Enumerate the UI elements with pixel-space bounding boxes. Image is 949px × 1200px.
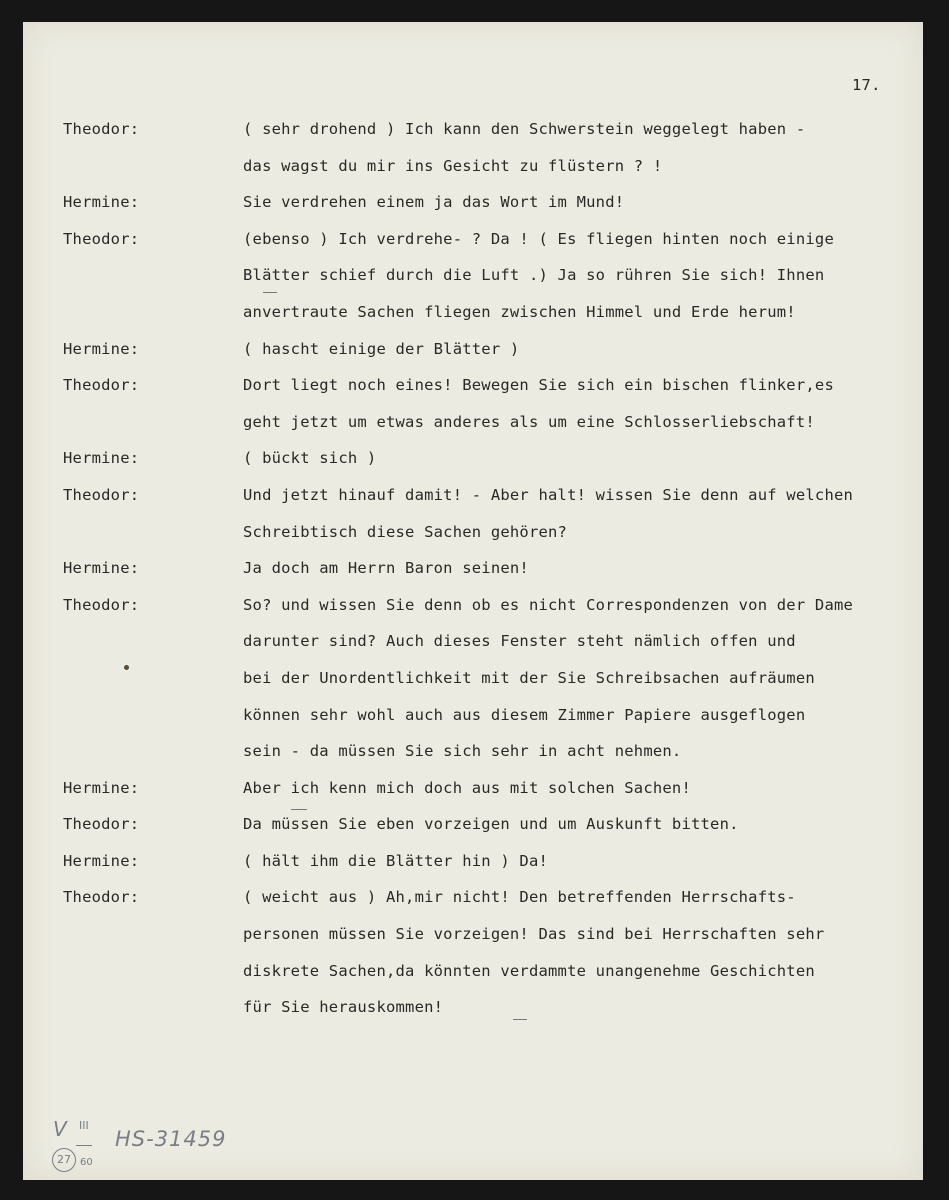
line-text: darunter sind? Auch dieses Fenster steht nämlich offen und	[243, 632, 796, 651]
speaker-name: Hermine:	[63, 339, 140, 358]
dialogue-line	[23, 669, 923, 706]
dialogue-line	[23, 449, 923, 486]
dialogue-line	[23, 486, 923, 523]
dialogue-line	[23, 852, 923, 889]
archive-signature: HS-31459	[115, 1127, 227, 1151]
line-text: personen müssen Sie vorzeigen! Das sind bei Herrschaften sehr	[243, 925, 825, 944]
dialogue-line	[23, 376, 923, 413]
archive-volume: V	[53, 1117, 67, 1141]
line-text: ( hält ihm die Blätter hin ) Da!	[243, 851, 549, 870]
line-text: Blätter schief durch die Luft .) Ja so rühren Sie sich! Ihnen	[243, 266, 825, 285]
line-text: Ja doch am Herrn Baron seinen!	[243, 559, 529, 578]
line-text: für Sie herauskommen!	[243, 998, 444, 1017]
speaker-name: Theodor:	[63, 120, 140, 138]
speaker-name: Hermine:	[63, 559, 140, 578]
dialogue-line	[23, 340, 923, 377]
page-number: 17.	[852, 76, 881, 94]
line-text: ( sehr drohend ) Ich kann den Schwerstein weggelegt haben -	[243, 120, 806, 138]
dialogue-line	[23, 303, 923, 340]
document-page	[23, 22, 923, 1180]
dialogue-line	[23, 596, 923, 633]
dialogue-line	[23, 193, 923, 230]
dialogue-line	[23, 120, 923, 157]
archive-roman: III	[79, 1119, 89, 1132]
dialogue-line	[23, 779, 923, 816]
line-text: sein - da müssen Sie sich sehr in acht nehmen.	[243, 742, 682, 761]
dialogue-line	[23, 925, 923, 962]
dialogue-line	[23, 266, 923, 303]
line-text: Da müssen Sie eben vorzeigen und um Auskunft bitten.	[243, 815, 739, 834]
ink-underline-mark	[291, 809, 307, 810]
archive-rule	[76, 1145, 92, 1146]
ink-underline-mark	[263, 292, 277, 293]
dialogue-line	[23, 157, 923, 194]
line-text: ( hascht einige der Blätter )	[243, 339, 520, 358]
speaker-name: Hermine:	[63, 851, 140, 870]
line-text: Aber ich kenn mich doch aus mit solchen Sachen!	[243, 778, 691, 797]
dialogue-line	[23, 523, 923, 560]
ink-underline-mark	[513, 1019, 527, 1020]
dialogue-block	[23, 120, 923, 1035]
archive-pencil-marks	[53, 1117, 253, 1177]
speaker-name: Theodor:	[63, 376, 140, 395]
speaker-name: Hermine:	[63, 449, 140, 468]
dialogue-line	[23, 888, 923, 925]
speaker-name: Theodor:	[63, 229, 140, 248]
dialogue-line	[23, 706, 923, 743]
line-text: anvertraute Sachen fliegen zwischen Himmel und Erde herum!	[243, 302, 796, 321]
line-text: (ebenso ) Ich verdrehe- ? Da ! ( Es fliegen hinten noch einige	[243, 229, 834, 248]
line-text: So? und wissen Sie denn ob es nicht Correspondenzen von der Dame	[243, 595, 854, 614]
line-text: geht jetzt um etwas anderes als um eine Schlosserliebschaft!	[243, 412, 815, 431]
dialogue-line	[23, 230, 923, 267]
dialogue-line	[23, 413, 923, 450]
speaker-name: Theodor:	[63, 888, 140, 907]
line-text: ( bückt sich )	[243, 449, 377, 468]
line-text: das wagst du mir ins Gesicht zu flüstern ? !	[243, 156, 663, 175]
dialogue-line	[23, 998, 923, 1035]
line-text: bei der Unordentlichkeit mit der Sie Schreibsachen aufräumen	[243, 668, 815, 687]
line-text: diskrete Sachen,da könnten verdammte unangenehme Geschichten	[243, 961, 815, 980]
dialogue-line	[23, 962, 923, 999]
dialogue-line	[23, 742, 923, 779]
speaker-name: Theodor:	[63, 485, 140, 504]
line-text: Schreibtisch diese Sachen gehören?	[243, 522, 568, 541]
archive-fraction: 60	[80, 1157, 93, 1168]
line-text: Dort liegt noch eines! Bewegen Sie sich ein bischen flinker,es	[243, 376, 834, 395]
dialogue-line	[23, 815, 923, 852]
line-text: Und jetzt hinauf damit! - Aber halt! wissen Sie denn auf welchen	[243, 485, 854, 504]
ink-dot	[124, 665, 129, 670]
line-text: können sehr wohl auch aus diesem Zimmer Papiere ausgeflogen	[243, 705, 806, 724]
speaker-name: Theodor:	[63, 815, 140, 834]
dialogue-line	[23, 559, 923, 596]
archive-circled-number: 27	[52, 1148, 76, 1172]
line-text: Sie verdrehen einem ja das Wort im Mund!	[243, 193, 625, 212]
dialogue-line	[23, 632, 923, 669]
line-text: ( weicht aus ) Ah,mir nicht! Den betreffenden Herrschafts-	[243, 888, 796, 907]
speaker-name: Hermine:	[63, 193, 140, 212]
speaker-name: Theodor:	[63, 595, 140, 614]
speaker-name: Hermine:	[63, 778, 140, 797]
